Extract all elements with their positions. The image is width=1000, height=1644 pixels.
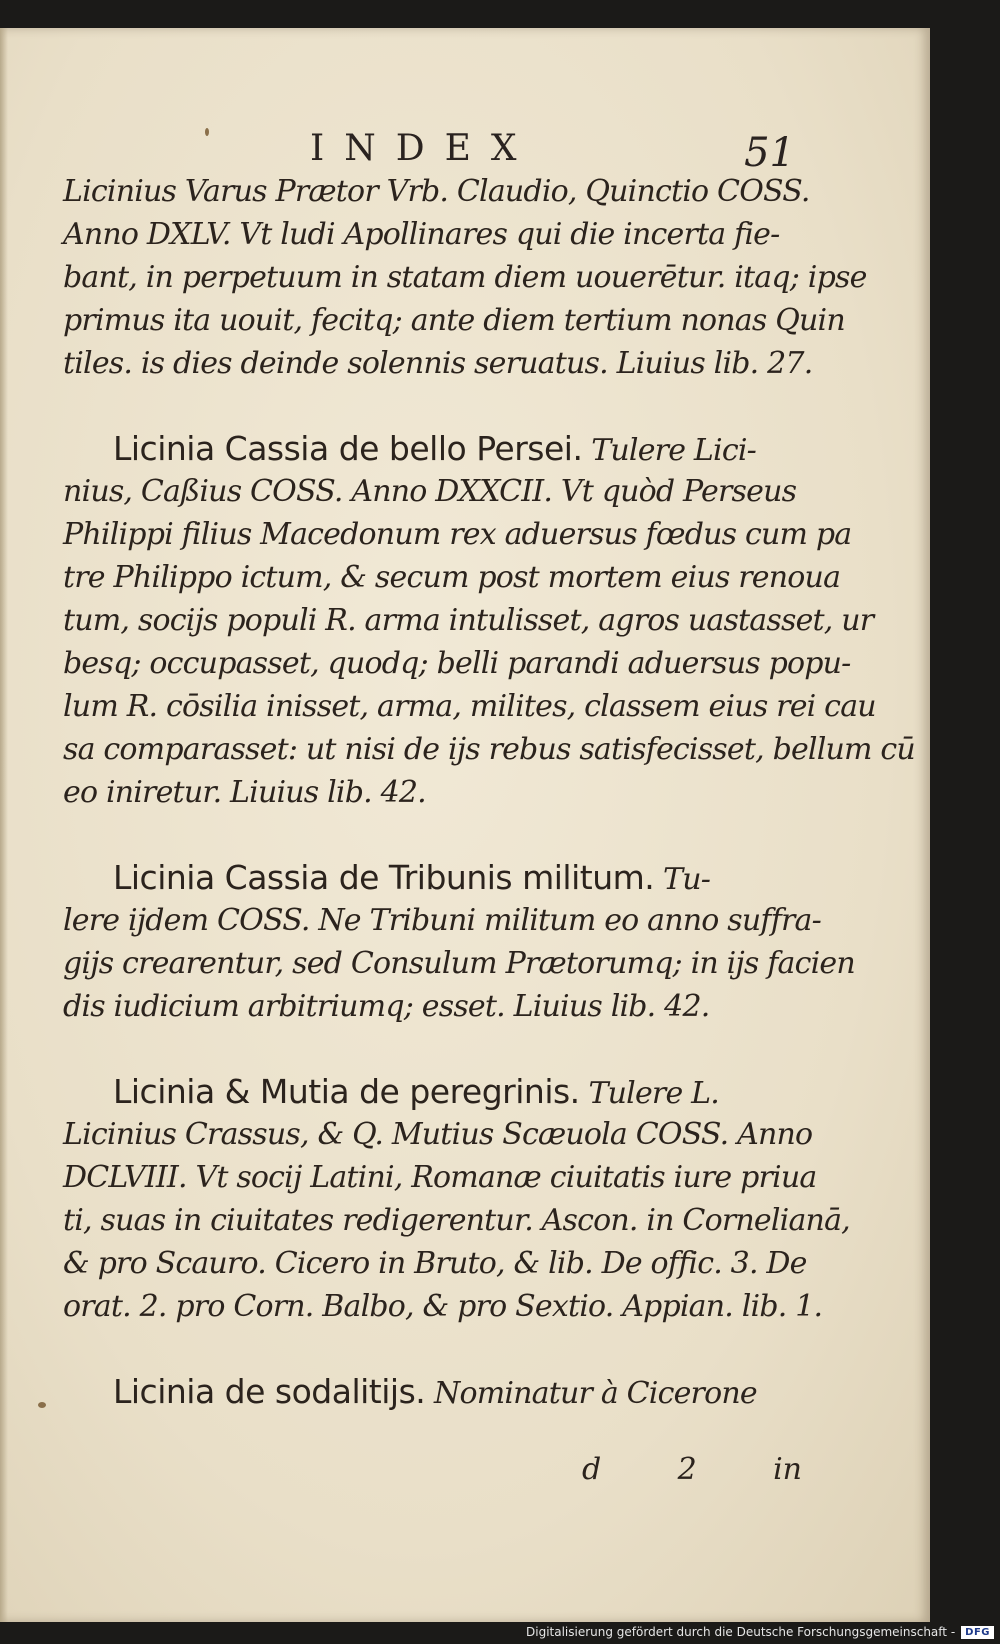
index-entry [63,1070,850,1328]
running-title: INDEX [310,128,537,169]
text-line: tre Philippo ictum, & secum post mortem eius renoua [63,560,841,595]
signature-number: 2 [677,1452,697,1487]
text-line: Philippi filius Macedonum rex aduersus fœdus cum pa [63,517,852,552]
index-text [63,170,915,1413]
text-line: Anno DXLV. Vt ludi Apollinares qui die incerta fie- [63,217,780,252]
page-number: 51 [744,130,795,176]
text-line: tum, socijs populi R. arma intulisset, agros uastasset, ur [63,603,874,638]
funding-credit: Digitalisierung gefördert durch die Deutsche Forschungsgemeinschaft - [526,1625,956,1639]
index-entry [63,170,867,385]
text-line: sa comparasset: ut nisi de ijs rebus satisfecisset, bellum cū [63,732,915,767]
text-line: lum R. cōsilia inisset, arma, milites, classem eius rei cau [63,689,876,724]
text-line: Licinius Varus Prætor Vrb. Claudio, Quinctio COSS. [63,174,810,209]
catchword: in [773,1452,802,1487]
entry-heading-line [63,1370,798,1413]
text-line: besq; occupasset, quodq; belli parandi aduersus popu- [63,646,851,681]
text-line: DCLVIII. Vt socij Latini, Romanæ ciuitatis iure priua [63,1160,817,1195]
text-line: lere ijdem COSS. Ne Tribuni militum eo anno suffra- [63,903,821,938]
text-line: primus ita uouit, fecitq; ante diem tertium nonas Quin [63,303,845,338]
entry-heading-line [63,856,798,899]
paper-speck [38,1402,46,1408]
entry-heading: Licinia Cassia de Tribunis militum. [113,858,655,897]
text-line: ti, suas in ciuitates redigerentur. Ascon. in Cornelianā, [63,1203,850,1238]
text-line: gijs crearentur, sed Consulum Prætorumq; in ijs facien [63,946,855,981]
text-line: dis iudicium arbitriumq; esset. Liuius lib. 42. [63,989,710,1024]
entry-heading-continuation: Nominatur à Cicerone [434,1376,757,1411]
entry-heading-continuation: Tulere Lici- [591,433,756,468]
text-line: orat. 2. pro Corn. Balbo, & pro Sextio. Appian. lib. 1. [63,1289,823,1324]
entry-heading: Licinia Cassia de bello Persei. [113,429,583,468]
index-entry [63,856,855,1028]
entry-heading: Licinia de sodalitijs. [113,1372,426,1411]
text-line: tiles. is dies deinde solennis seruatus. Liuius lib. 27. [63,346,813,381]
entry-heading-line [63,1070,798,1113]
entry-heading-line [63,427,798,470]
page-gutter-edge [0,28,8,1622]
text-line: & pro Scauro. Cicero in Bruto, & lib. De offic. 3. De [63,1246,807,1281]
signature-line [582,1452,802,1487]
entry-heading-continuation: Tulere L. [588,1076,720,1111]
index-entry [63,427,915,814]
dfg-logo-icon: DFG [961,1626,994,1639]
text-line: bant, in perpetuum in statam diem uouerētur. itaq; ipse [63,260,867,295]
digitization-footer [526,1622,994,1642]
entry-heading: Licinia & Mutia de peregrinis. [113,1072,580,1111]
entry-heading-continuation: Tu- [663,862,711,897]
signature-mark: d [582,1452,602,1487]
text-line: eo iniretur. Liuius lib. 42. [63,775,426,810]
text-line: Licinius Crassus, & Q. Mutius Scæuola COSS. Anno [63,1117,813,1152]
index-entry [63,1370,798,1413]
text-line: nius, Caßius COSS. Anno DXXCII. Vt quòd Perseus [63,474,797,509]
